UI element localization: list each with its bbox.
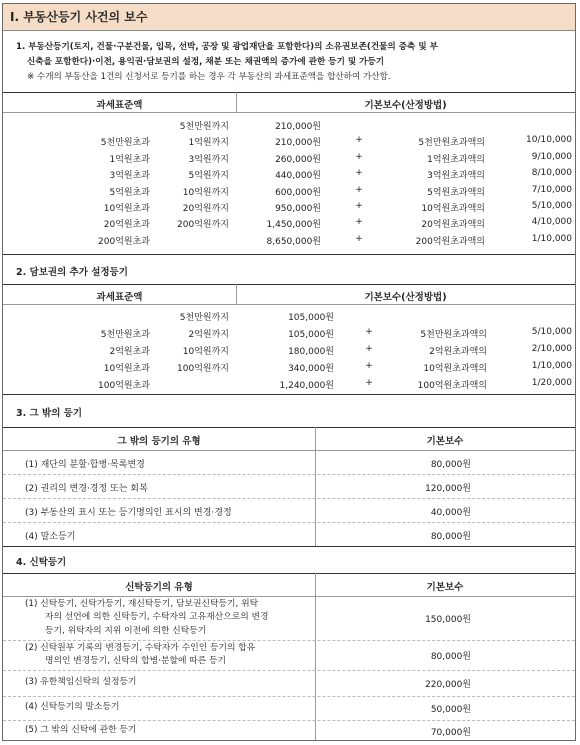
excess-rate: 1/10,000 (531, 233, 572, 244)
table4-header-fee: 기본보수 (426, 582, 464, 593)
page-title: Ⅰ. 부동산등기 사건의 보수 (3, 4, 575, 31)
base-fee: 180,000원 (288, 347, 334, 357)
excess-amount-label: 100억원초과액의 (417, 381, 487, 391)
trust-type-line-1: (5) 그 밖의 신탁에 관한 등기 (25, 725, 137, 736)
base-fee: 50,000원 (430, 705, 471, 715)
table2-bottom-border (3, 394, 575, 395)
base-fee: 210,000원 (275, 138, 321, 149)
bracket-from: 3억원초과 (109, 171, 150, 182)
plus-sign: + (355, 168, 363, 179)
registration-type: (1) 재단의 분할·합병·목록변경 (25, 460, 145, 470)
table4-top-border (3, 573, 575, 574)
bracket-from: 10억원초과 (103, 364, 150, 374)
trust-type-line-1: (4) 신탁등기의 말소등기 (25, 702, 120, 713)
plus-sign: + (365, 378, 373, 388)
table3-top-border (3, 427, 575, 428)
row-divider (3, 696, 575, 697)
base-fee: 220,000원 (425, 680, 471, 690)
excess-rate: 1/10,000 (531, 361, 572, 371)
row-divider (3, 670, 575, 671)
row-divider (3, 640, 575, 641)
intro-line-2: 신축을 포함한다)·이전, 용익권·담보권의 설정, 채분 또는 채권액의 증가에 관한 등기 및 가등기 (27, 57, 385, 67)
plus-sign: + (355, 151, 363, 162)
trust-type-line-3: 등기, 위탁자의 지위 이전에 의한 신탁등기 (45, 625, 207, 636)
excess-rate: 5/10,000 (531, 201, 572, 211)
base-fee: 1,240,000원 (279, 381, 334, 391)
bracket-from: 100억원초과 (98, 381, 150, 391)
table2-header-base: 과세표준액 (96, 292, 143, 303)
bracket-from: 1억원초과 (109, 154, 150, 165)
base-fee: 70,000원 (430, 728, 471, 738)
base-fee: 80,000원 (430, 460, 471, 470)
registration-type: (3) 부동산의 표시 또는 등기명의인 표시의 변경·경정 (25, 508, 232, 518)
table1-header-base: 과세표준액 (96, 100, 143, 111)
bracket-from: 200억원초과 (98, 236, 150, 247)
table3-header-type: 그 밖의 등기의 유형 (117, 436, 201, 447)
excess-amount-label: 5억원초과액의 (427, 187, 485, 198)
excess-amount-label: 20억원초과액의 (421, 220, 485, 231)
excess-rate: 7/10,000 (531, 184, 572, 195)
base-fee: 210,000원 (275, 122, 321, 132)
base-fee: 950,000원 (275, 204, 321, 214)
bracket-to: 100억원까지 (177, 364, 229, 374)
plus-sign: + (355, 201, 363, 211)
bracket-to: 1억원까지 (188, 138, 229, 149)
intro-note: ※ 수개의 부동산을 1건의 신청서로 등기를 하는 경우 각 부동산의 과세표준액을 합산하여 가산함. (27, 72, 391, 82)
row-divider (3, 498, 575, 499)
excess-rate: 8/10,000 (531, 168, 572, 179)
table2-header-fee: 기본보수(산정방법) (364, 292, 447, 303)
trust-type-line-2: 명의인 변경등기, 신탁의 합병·분할에 따른 등기 (45, 656, 227, 666)
excess-rate: 10/10,000 (526, 135, 572, 146)
base-fee: 80,000원 (430, 652, 471, 662)
base-fee: 80,000원 (430, 532, 471, 542)
bracket-to: 5천만원까지 (179, 122, 229, 132)
excess-amount-label: 200억원초과액의 (415, 236, 485, 247)
base-fee: 340,000원 (288, 364, 334, 374)
base-fee: 120,000원 (425, 484, 471, 494)
table3-bottom-border (3, 546, 575, 547)
bracket-to: 200억원까지 (177, 220, 229, 231)
row-divider (3, 720, 575, 721)
base-fee: 105,000원 (288, 313, 334, 323)
plus-sign: + (365, 361, 373, 371)
table4-header-type: 신탁등기의 유형 (125, 582, 193, 593)
base-fee: 260,000원 (275, 154, 321, 165)
table2-top-border (3, 284, 575, 285)
base-fee: 105,000원 (288, 330, 334, 340)
excess-amount-label: 10억원초과액의 (423, 364, 487, 374)
bracket-to: 20억원까지 (182, 204, 229, 214)
excess-amount-label: 3억원초과액의 (427, 171, 485, 182)
excess-amount-label: 1억원초과액의 (427, 154, 485, 165)
plus-sign: + (365, 344, 373, 354)
section4-title: 4. 신탁등기 (16, 557, 67, 568)
excess-amount-label: 5천만원초과액의 (418, 138, 485, 149)
trust-type-line-1: (1) 신탁등기, 신탁가등기, 재신탁등기, 담보권신탁등기, 위탁 (25, 598, 259, 609)
excess-rate: 2/10,000 (531, 344, 572, 354)
base-fee: 40,000원 (430, 508, 471, 518)
table1-top-border (3, 92, 575, 93)
fee-schedule-page (2, 3, 576, 741)
trust-type-line-1: (3) 유한책임신탁의 설정등기 (25, 677, 137, 688)
trust-type-line-2: 자의 선언에 의한 신탁등기, 수탁자의 고유재산으로의 변경 (45, 612, 269, 623)
bracket-from: 5천만원초과 (100, 138, 150, 149)
bracket-to: 10억원까지 (182, 347, 229, 357)
base-fee: 440,000원 (275, 171, 321, 182)
plus-sign: + (365, 327, 373, 337)
registration-type: (4) 말소등기 (25, 532, 76, 542)
intro-line-1: 1. 부동산등기(토지, 건물·구분건물, 입목, 선박, 공장 및 광업재단을 포함한다)의 소유권보존(건물의 증축 및 부 (16, 42, 438, 52)
registration-type: (2) 권리의 변경·경정 또는 회복 (25, 484, 148, 494)
excess-rate: 9/10,000 (531, 151, 572, 162)
table1-header-border (3, 112, 575, 113)
bracket-to: 5억원까지 (188, 171, 229, 182)
base-fee: 8,650,000원 (266, 236, 321, 247)
section2-title: 2. 담보권의 추가 설정등기 (16, 267, 128, 278)
excess-rate: 5/10,000 (531, 327, 572, 337)
bracket-from: 5천만원초과 (100, 330, 150, 340)
excess-amount-label: 2억원초과액의 (429, 347, 487, 357)
bracket-from: 5억원초과 (109, 187, 150, 198)
base-fee: 600,000원 (275, 187, 321, 198)
base-fee: 150,000원 (425, 615, 471, 625)
table3-header-border (3, 450, 575, 451)
plus-sign: + (355, 217, 363, 228)
trust-type-line-1: (2) 신탁원부 기록의 변경등기, 수탁자가 수인인 등기의 합유 (25, 642, 256, 653)
bracket-to: 3억원까지 (188, 154, 229, 165)
bracket-from: 10억원초과 (103, 204, 150, 214)
table1-bottom-border (3, 254, 575, 255)
bracket-to: 10억원까지 (182, 187, 229, 198)
table3-header-fee: 기본보수 (426, 436, 464, 447)
bracket-to: 2억원까지 (188, 330, 229, 340)
excess-amount-label: 5천만원초과액의 (420, 330, 487, 340)
base-fee: 1,450,000원 (266, 220, 321, 231)
bracket-to: 5천만원까지 (179, 313, 229, 323)
plus-sign: + (355, 184, 363, 195)
excess-amount-label: 10억원초과액의 (421, 204, 485, 214)
plus-sign: + (355, 135, 363, 146)
excess-rate: 1/20,000 (531, 378, 572, 388)
row-divider (3, 522, 575, 523)
section3-title: 3. 그 밖의 등기 (16, 408, 83, 419)
bracket-from: 20억원초과 (103, 220, 150, 231)
row-divider (3, 474, 575, 475)
plus-sign: + (355, 233, 363, 244)
excess-rate: 4/10,000 (531, 217, 572, 228)
bracket-from: 2억원초과 (109, 347, 150, 357)
table1-header-fee: 기본보수(산정방법) (364, 100, 447, 111)
table2-header-border (3, 304, 575, 305)
